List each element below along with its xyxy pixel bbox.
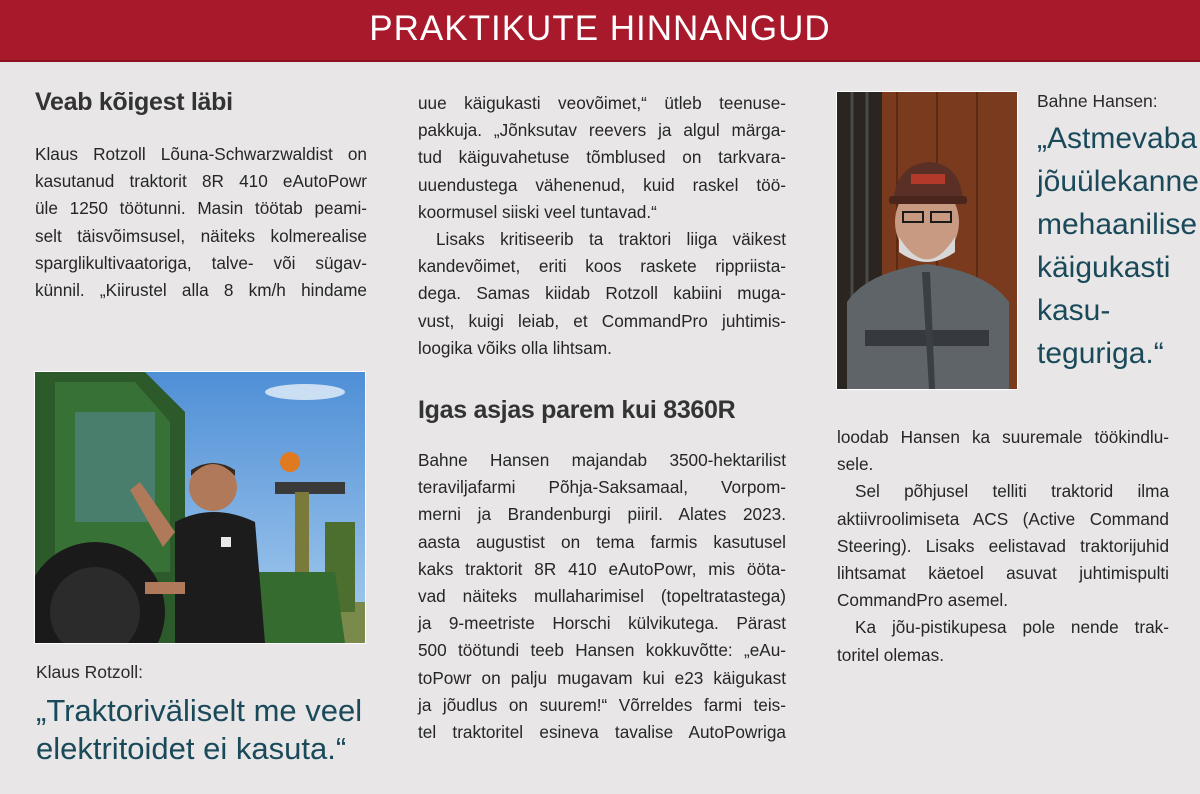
text-line: loodab Hansen ka suuremale töökindlu-	[837, 427, 1169, 447]
text-line: kandevõimet, eriti koos raskete rippriista-	[418, 256, 786, 277]
article-paragraph-4	[418, 447, 786, 746]
column-1	[35, 88, 367, 304]
text-line: Steering). Lisaks eelistavad traktorijuhid	[837, 535, 1169, 556]
text-line: Bahne Hansen majandab 3500-hektarilist	[418, 450, 786, 471]
text-line: Ka jõu-pistikupesa pole nende trak-	[855, 617, 1169, 638]
photo-bahne-hansen-image	[837, 92, 1017, 389]
text-line: merni ja Brandenburgi piiril. Alates 2023.	[418, 504, 786, 525]
text-line: ja jõudlus on suurem!“ Võrreldes farmi teis-	[418, 694, 786, 715]
article-paragraph-6	[837, 478, 1169, 614]
photo-caption-name-2: Bahne Hansen:	[1037, 91, 1158, 111]
text-line: selt täisvõimsusel, näiteks kolmerealise	[35, 225, 367, 246]
text-line: toritel olemas.	[837, 644, 944, 665]
text-line: lihtsamat käetoel asuvat juhtimispulti	[837, 563, 1169, 584]
text-line: uue käigukasti veovõimet,“ ütleb teenuse-	[418, 93, 786, 113]
text-line: aktiivroolimiseta ACS (Active Command	[837, 508, 1169, 529]
text-line: kaks traktorit 8R 410 eAutoPowr, mis ööta-	[418, 558, 786, 579]
text-line: Lisaks kritiseerib ta traktori liiga väikest	[436, 229, 786, 250]
text-line: koormusel siiski veel tuntavad.“	[418, 201, 657, 222]
article-paragraph-3	[418, 226, 786, 362]
photo-klaus-rotzoll-image	[35, 372, 365, 643]
text-line: 500 töötundi teeb Hansen kokkuvõtte: „eAu-	[418, 640, 786, 661]
text-line: Klaus Rotzoll Lõuna-Schwarzwaldist on	[35, 144, 367, 164]
article-heading-2: Igas asjas parem kui 8360R	[418, 396, 736, 425]
text-line: dega. Samas kiidab Rotzoll kabiini muga-	[418, 283, 786, 304]
article-paragraph-5	[837, 424, 1169, 478]
quote-line: „Astmevaba	[1037, 122, 1198, 155]
article-paragraph-2	[418, 90, 786, 226]
text-line: toPowr on palju mugavam kui e23 käigukast	[418, 667, 786, 688]
quote-line: mehaanilise	[1037, 208, 1198, 241]
column-2	[418, 90, 786, 746]
text-line: sparglikultivaatoriga, talve- või sügav-	[35, 252, 367, 273]
text-line: vust, kuigi leiab, et CommandPro juhtimis-	[418, 310, 786, 331]
text-line: loogika võiks olla lihtsam.	[418, 337, 612, 358]
text-line: üle 1250 töötunni. Masin töötab peami-	[35, 198, 367, 219]
section-banner	[0, 0, 1200, 62]
photo-caption-name-1: Klaus Rotzoll:	[36, 662, 143, 682]
article-heading-1: Veab kõigest läbi	[35, 88, 233, 116]
text-line: teraviljafarmi Põhja-Saksamaal, Vorpom-	[418, 477, 786, 498]
pull-quote-2	[1037, 117, 1199, 375]
text-line: tud käiguvahetuse tõmblused on tarkvara-	[418, 147, 786, 168]
quote-line: „Traktoriväliselt me veel	[36, 693, 363, 728]
text-line: aasta augustist on tema farmis kasutusel	[418, 531, 786, 552]
quote-line: käigukasti	[1037, 251, 1171, 284]
quote-line: jõuülekanne	[1037, 165, 1199, 198]
text-line: ja 9-meetriste Horschi külvikutega. Pärast	[418, 613, 786, 634]
text-line: künnil. „Kiirustel alla 8 km/h hindame	[35, 280, 367, 301]
quote-line: kasu-	[1037, 294, 1111, 327]
pull-quote-1	[36, 692, 362, 768]
text-line: pakkuja. „Jõnksutav reevers ja algul märga-	[418, 120, 786, 141]
text-line: vad näiteks mullaharimisel (topeltratastega)	[418, 586, 786, 607]
photo-klaus-rotzoll	[34, 371, 366, 644]
text-line: uuendustega vähenenud, kuid raskel töö-	[418, 174, 786, 195]
text-line: kasutanud traktorit 8R 410 eAutoPowr	[35, 171, 367, 192]
column-3	[837, 424, 1169, 669]
banner-title: PRAKTIKUTE HINNANGUD	[369, 9, 831, 48]
text-line: tel traktoritel esineva tavalise AutoPowriga	[418, 722, 786, 743]
text-line: Sel põhjusel telliti traktorid ilma	[855, 481, 1169, 502]
photo-bahne-hansen	[836, 91, 1018, 390]
text-line: CommandPro asemel.	[837, 590, 1008, 611]
article-paragraph-1	[35, 141, 367, 304]
text-line: sele.	[837, 454, 874, 475]
quote-line: elektritoidet ei kasuta.“	[36, 731, 347, 766]
quote-line: teguriga.“	[1037, 337, 1164, 370]
article-paragraph-7	[837, 614, 1169, 668]
